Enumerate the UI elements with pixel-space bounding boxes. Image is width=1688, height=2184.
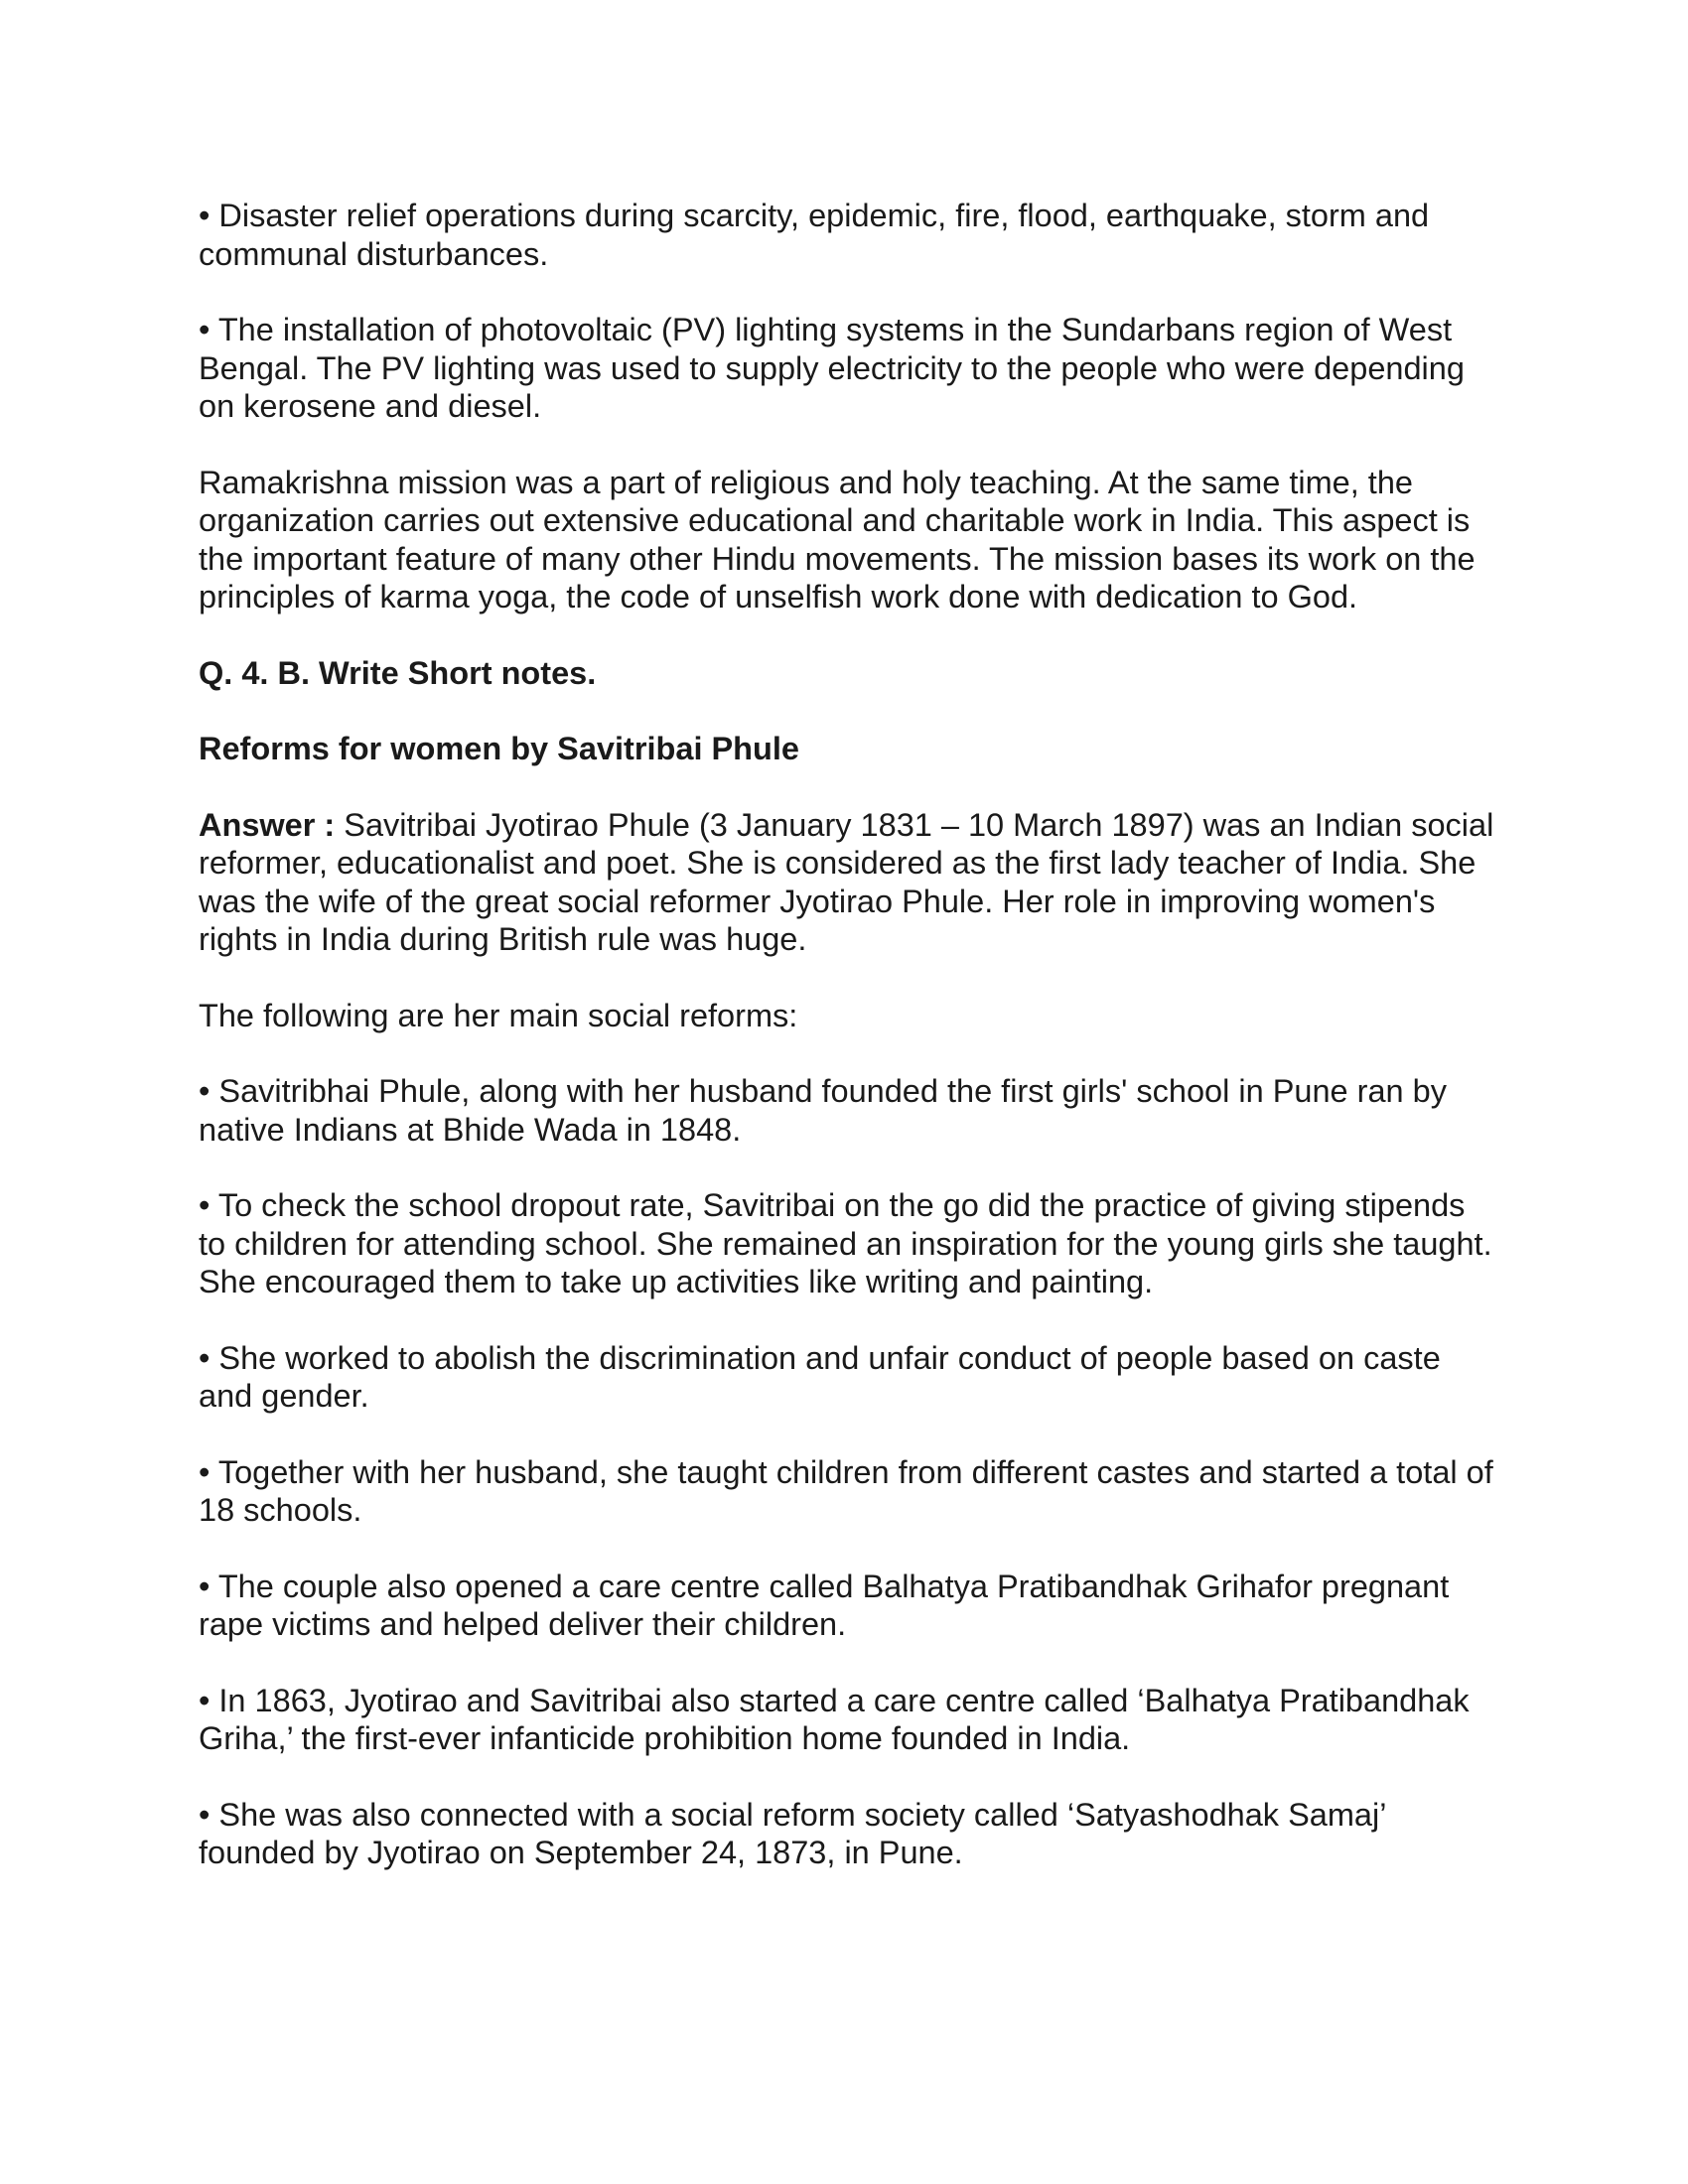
reform-bullet-stipends: • To check the school dropout rate, Savitribai on the go did the practice of giving stipends to children for attending school. She remained an inspiration for the young girls she taught. She encouraged them to take up activities like writing and painting.	[199, 1187, 1492, 1299]
answer-paragraph	[199, 806, 1499, 959]
question-heading: Q. 4. B. Write Short notes.	[199, 654, 597, 691]
reform-bullet-discrimination: • She worked to abolish the discrimination and unfair conduct of people based on caste and gender.	[199, 1339, 1441, 1414]
bullet-pv-lighting: • The installation of photovoltaic (PV) lighting systems in the Sundarbans region of West Bengal. The PV lighting was used to supply electricity to the people who were depending on kerosene and diesel.	[199, 312, 1465, 424]
reform-bullet-infanticide-home: • In 1863, Jyotirao and Savitribai also started a care centre called ‘Balhatya Pratibandhak Griha,’ the first-ever infanticide prohibition home founded in India.	[199, 1682, 1470, 1756]
reform-bullet-satyashodhak-samaj: • She was also connected with a social reform society called ‘Satyashodhak Samaj’ founded by Jyotirao on September 24, 1873, in Pune.	[199, 1796, 1386, 1870]
reform-bullet-schools: • Together with her husband, she taught children from different castes and started a total of 18 schools.	[199, 1453, 1493, 1528]
document-page	[199, 197, 1499, 1910]
bullet-disaster-relief: • Disaster relief operations during scarcity, epidemic, fire, flood, earthquake, storm and communal disturbances.	[199, 198, 1430, 272]
ramakrishna-paragraph: Ramakrishna mission was a part of religious and holy teaching. At the same time, the organization carries out extensive educational and charitable work in India. This aspect is the important feature of many other Hindu movements. The mission bases its work on the principles of karma yoga, the code of unselfish work done with dedication to God.	[199, 464, 1476, 614]
reforms-intro: The following are her main social reforms:	[199, 997, 798, 1033]
answer-text: Savitribai Jyotirao Phule (3 January 1831 – 10 March 1897) was an Indian social reformer, educationalist and poet. She is considered as the first lady teacher of India. She was the wife of the great social reformer Jyotirao Phule. Her role in improving women's rights in India during British rule was huge.	[199, 806, 1494, 957]
reform-bullet-care-centre: • The couple also opened a care centre called Balhatya Pratibandhak Grihafor pregnant rape victims and helped deliver their children.	[199, 1568, 1450, 1642]
topic-heading: Reforms for women by Savitribai Phule	[199, 731, 799, 766]
answer-label: Answer :	[199, 806, 336, 843]
reform-bullet-girls-school: • Savitribhai Phule, along with her husband founded the first girls' school in Pune ran by native Indians at Bhide Wada in 1848.	[199, 1073, 1447, 1148]
